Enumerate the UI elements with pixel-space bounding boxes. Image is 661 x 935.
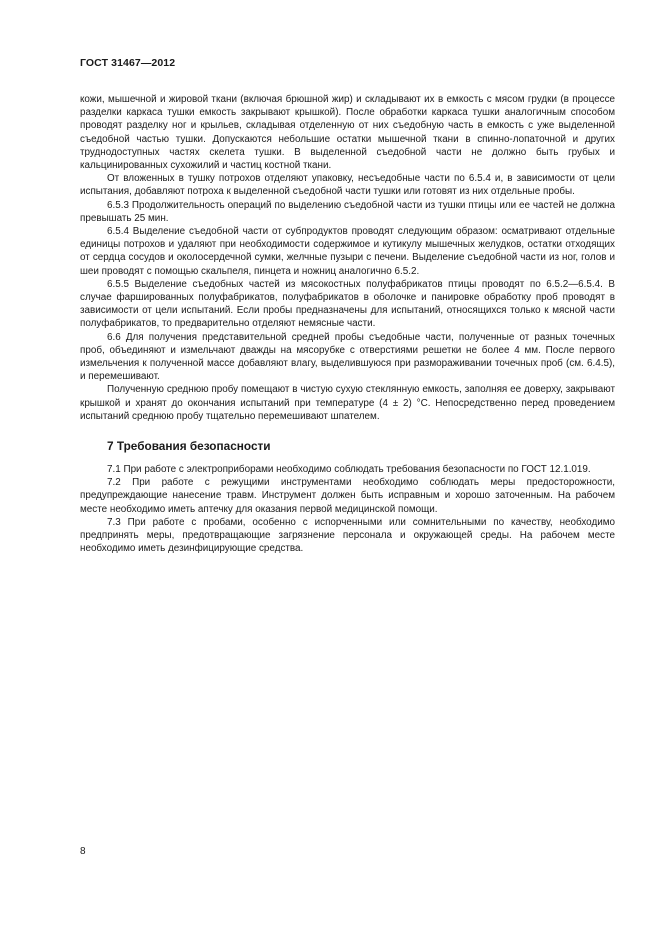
paragraph-6-6: 6.6 Для получения представительной средней пробы съедобные части, полученные от разных точечных проб, объединяют и измельчают дважды на мясорубке с отверстиями решетки не более 4 мм. После первого измельчения к полученной массе добавляют влагу, выделившуюся при размораживании точечных проб (см. 6.4.5), и перемешивают. — [80, 331, 615, 383]
paragraph-6-5-4: 6.5.4 Выделение съедобной части от субпродуктов проводят следующим образом: осматривают отдельные единицы потрохов и удаляют при необходимости содержимое и кутикулу мышечных желудков, остатки отходящих от сердца сосудов и околосердечной сумки, желчные пузыри с печени. Выделение съедобной части из ног, голов и шеи проводят с помощью скальпеля, пинцета и ножниц аналогично 6.5.2. — [80, 226, 615, 277]
paragraph-storage: Полученную среднюю пробу помещают в чистую сухую стеклянную емкость, заполняя ее доверху, закрывают крышкой и хранят до окончания испытаний при температуре (4 ± 2) °С. Непосредственно перед проведением испытаний среднюю пробу тщательно перемешивают шпателем. — [80, 384, 615, 422]
paragraph-6-5-3: 6.5.3 Продолжительность операций по выделению съедобной части из тушки птицы или ее частей не должна превышать 25 мин. — [80, 199, 615, 224]
paragraph-7-3: 7.3 При работе с пробами, особенно с испорченными или сомнительными по качеству, необходимо предпринять меры, предотвращающие загрязнение персонала и окружающей среды. На рабочем месте необходимо иметь дезинфицирующие средства. — [80, 516, 615, 555]
document-code-header: ГОСТ 31467—2012 — [80, 57, 176, 69]
paragraph-7-2: 7.2 При работе с режущими инструментами необходимо соблюдать меры предосторожности, предупреждающие нанесение травм. Инструмент должен быть исправным и хорошо заточенным. На рабочем месте необходимо иметь аптечку для оказания первой медицинской помощи. — [80, 477, 615, 515]
section-7-title: 7 Требования безопасности — [107, 439, 271, 454]
page-number: 8 — [80, 846, 86, 857]
document-body — [80, 93, 615, 556]
paragraph-continuation: кожи, мышечной и жировой ткани (включая брюшной жир) и складывают их в емкость с мясом грудки (в процессе разделки каркаса тушки емкость закрывают крышкой). После обработки каркаса тушки аналогичным способом проводят разделку ног и крыльев, складывая отделенную от них съедобную часть в емкость с уже выделенной съедобной частью тушки. Допускаются небольшие остатки мышечной ткани в спинно-лопаточной и других труднодоступных частях скелета тушки. В выделенной съедобной части не должно быть грубых и кальцинированных сухожилий и частиц костной ткани. — [80, 94, 615, 172]
paragraph-7-1: 7.1 При работе с электроприборами необходимо соблюдать требования безопасности по ГОСТ 12.1.019. — [107, 464, 591, 476]
paragraph-6-5-5: 6.5.5 Выделение съедобных частей из мясокостных полуфабрикатов птицы проводят по 6.5.2—6.5.4. В случае фаршированных полуфабрикатов, полуфабрикатов в оболочке и панировке обработку проб проводят в зависимости от цели испытаний. Если пробы предназначены для испытаний, относящихся только к мясной части полуфабрикатов, то предварительно отделяют немясные части. — [80, 278, 615, 330]
paragraph-giblets: От вложенных в тушку потрохов отделяют упаковку, несъедобные части по 6.5.4 и, в зависимости от цели испытания, добавляют потроха к выделенной съедобной части тушки или готовят из них отдельные пробы. — [80, 173, 615, 198]
